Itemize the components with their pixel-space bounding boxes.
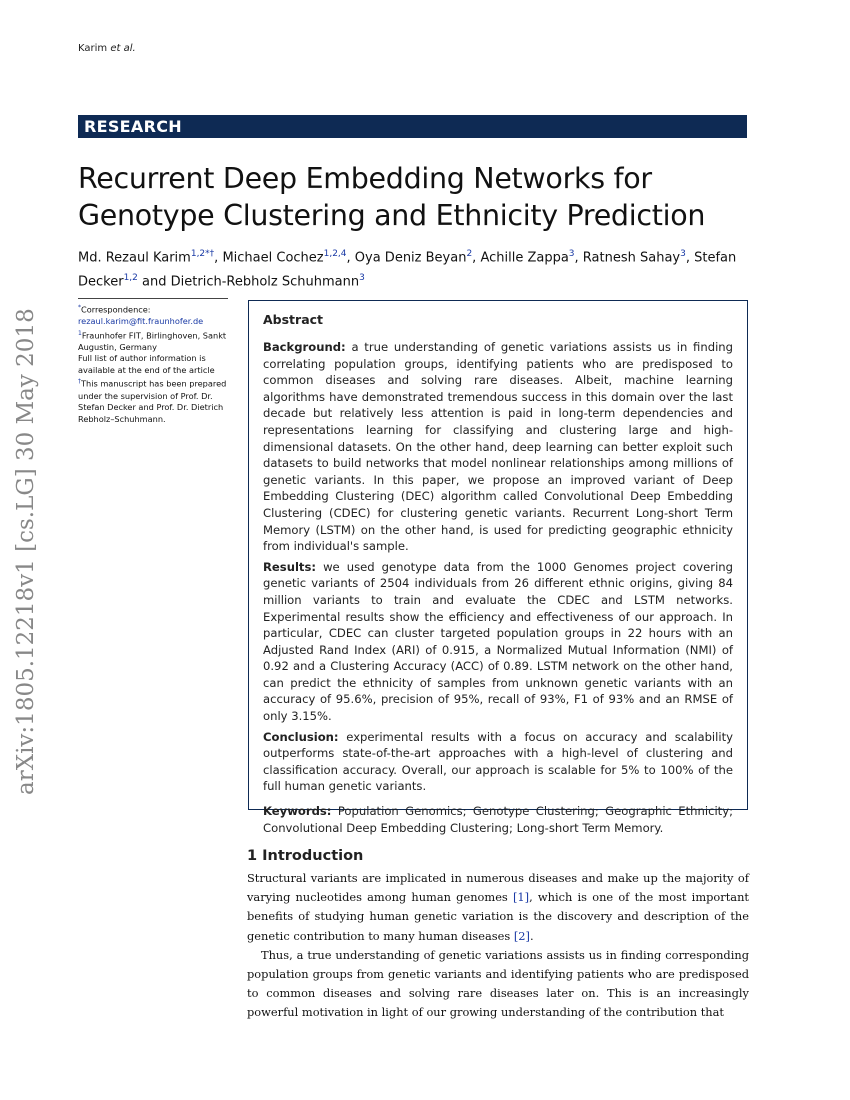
author: Michael Cochez — [222, 250, 324, 266]
intro-paragraph: Thus, a true understanding of genetic variations assists us in finding corresponding population groups from genetic variants and identifying patients who are predisposed to common diseases and solving rare diseases later on. This is an increasingly powerful motivation in light of our growing understanding of the contribution that — [247, 947, 749, 1020]
abstract-background: Background: a true understanding of genetic variations assists us in finding correlating population groups, identifying patients who are predisposed to common diseases and solving rare diseases. Albeit, machine learning algorithms have demonstrated tremendous success in this domain over the last decade but relatively less attention is paid in long-term dependencies and representations learning for classifying and clustering large and high-dimensional datasets. On the other hand, deep learning can better exploit such datasets to build networks that model nonlinear relationships among millions of genetic variants. In this paper, we propose an improved variant of Deep Embedding Clustering (DEC) algorithm called Convolutional Deep Embedding Clustering (CDEC) for clustering genetic variants. Recurrent Long-short Term Memory (LSTM) on the other hand, is used for predicting geographic ethnicity from individual's sample. — [263, 340, 733, 554]
author: Achille Zappa — [480, 250, 569, 266]
author: Md. Rezaul Karim — [78, 250, 191, 266]
section-label: RESEARCH — [84, 117, 182, 136]
supervision-note: †This manuscript has been prepared under the supervision of Prof. Dr. Stefan Decker and Prof. Dr. Dietrich Rebholz–Schuhmann. — [78, 378, 227, 424]
section-banner — [78, 115, 747, 138]
author-list: Md. Rezaul Karim$^{1,2*\dagger}$, Michael Cochez$^{1,2,4}$, Oya Deniz Beyan$^2$, Achille Zappa$^3$, Ratnesh Sahay$^3$, Stefan Decker$^{1,2}$ and Dietrich-Rebholz Schuhmann$^3$ — [78, 249, 737, 290]
abstract-box — [248, 300, 748, 835]
citation-link[interactable]: [2] — [513, 928, 530, 943]
author-affiliation[interactable]: 1,2*† — [190, 249, 215, 259]
abstract-heading: Abstract — [263, 312, 324, 327]
intro-paragraph: Structural variants are implicated in numerous diseases and make up the majority of varying nucleotides among human genomes [1], which is one of the most important benefits of studying human genetic variation is the discovery and description of the genetic contribution to many human diseases [2]. — [247, 871, 749, 943]
author-info-note: Full list of author information is available at the end of the article — [78, 353, 215, 375]
paper-title: Recurrent Deep Embedding Networks for Genotype Clustering and Ethnicity Prediction — [78, 162, 706, 232]
author-affiliation[interactable]: 3 — [680, 249, 686, 259]
running-head: Karim et al. — [78, 43, 136, 54]
abstract-conclusion: Conclusion: experimental results with a focus on accuracy and scalability outperforms state-of-the-art approaches with a high-level of clustering and classification accuracy. Overall, our approach is scalable for 5% to 100% of the full human genetic variants. — [263, 729, 734, 794]
author-affiliation[interactable]: 2 — [466, 249, 473, 259]
section-heading: 1 Introduction — [247, 848, 364, 864]
correspondence: *Correspondence: — [78, 304, 151, 315]
citation-link[interactable]: [1] — [512, 890, 530, 905]
affiliation-note: $^1$Fraunhofer FIT, Birlinghoven, Sankt Augustin, Germany — [78, 329, 227, 352]
author-affiliation[interactable]: 1,2 — [123, 273, 138, 284]
arxiv-identifier: arXiv:1805.12218v1 [cs.LG] 30 May 2018 — [13, 308, 39, 795]
sidenote-divider — [78, 298, 228, 299]
author: Oya Deniz Beyan — [354, 250, 467, 266]
introduction-section — [247, 848, 749, 1023]
author: Dietrich-Rebholz Schuhmann — [170, 274, 360, 290]
abstract-keywords: Keywords: Population Genomics; Genotype Clustering; Geographic Ethnicity; Convolutional Deep Embedding Clustering; Long-short Term Memory. — [263, 804, 733, 835]
author-affiliation[interactable]: 1,2,4 — [323, 249, 347, 259]
author-affiliation[interactable]: 3 — [568, 249, 575, 259]
abstract-results: Results: we used genotype data from the 1000 Genomes project covering genetic variants of 2504 individuals from 26 different ethnic origins, giving 84 million variants to train and evaluate the CDEC and LSTM networks. Experimental results show the efficiency and effectiveness of our approach. In particular, CDEC can cluster targeted population groups in 22 hours with an Adjusted Rand Index (ARI) of 0.915, a Normalized Mutual Information (NMI) of 0.92 and a Clustering Accuracy (ACC) of 0.89. LSTM network on the other hand, can predict the ethnicity of samples from unknown genetic variants with an accuracy of 95.6%, precision of 95%, recall of 93%, F1 of 93% and an RMSE of only 3.15%. — [263, 559, 733, 724]
author: Stefan Decker — [78, 250, 737, 290]
arxiv-stamp — [13, 285, 39, 795]
author-affiliation[interactable]: 3 — [359, 273, 365, 284]
sidenote — [78, 302, 230, 425]
author: Ratnesh Sahay — [582, 250, 681, 266]
correspondence-email-link[interactable]: rezaul.karim@fit.fraunhofer.de — [78, 316, 204, 327]
